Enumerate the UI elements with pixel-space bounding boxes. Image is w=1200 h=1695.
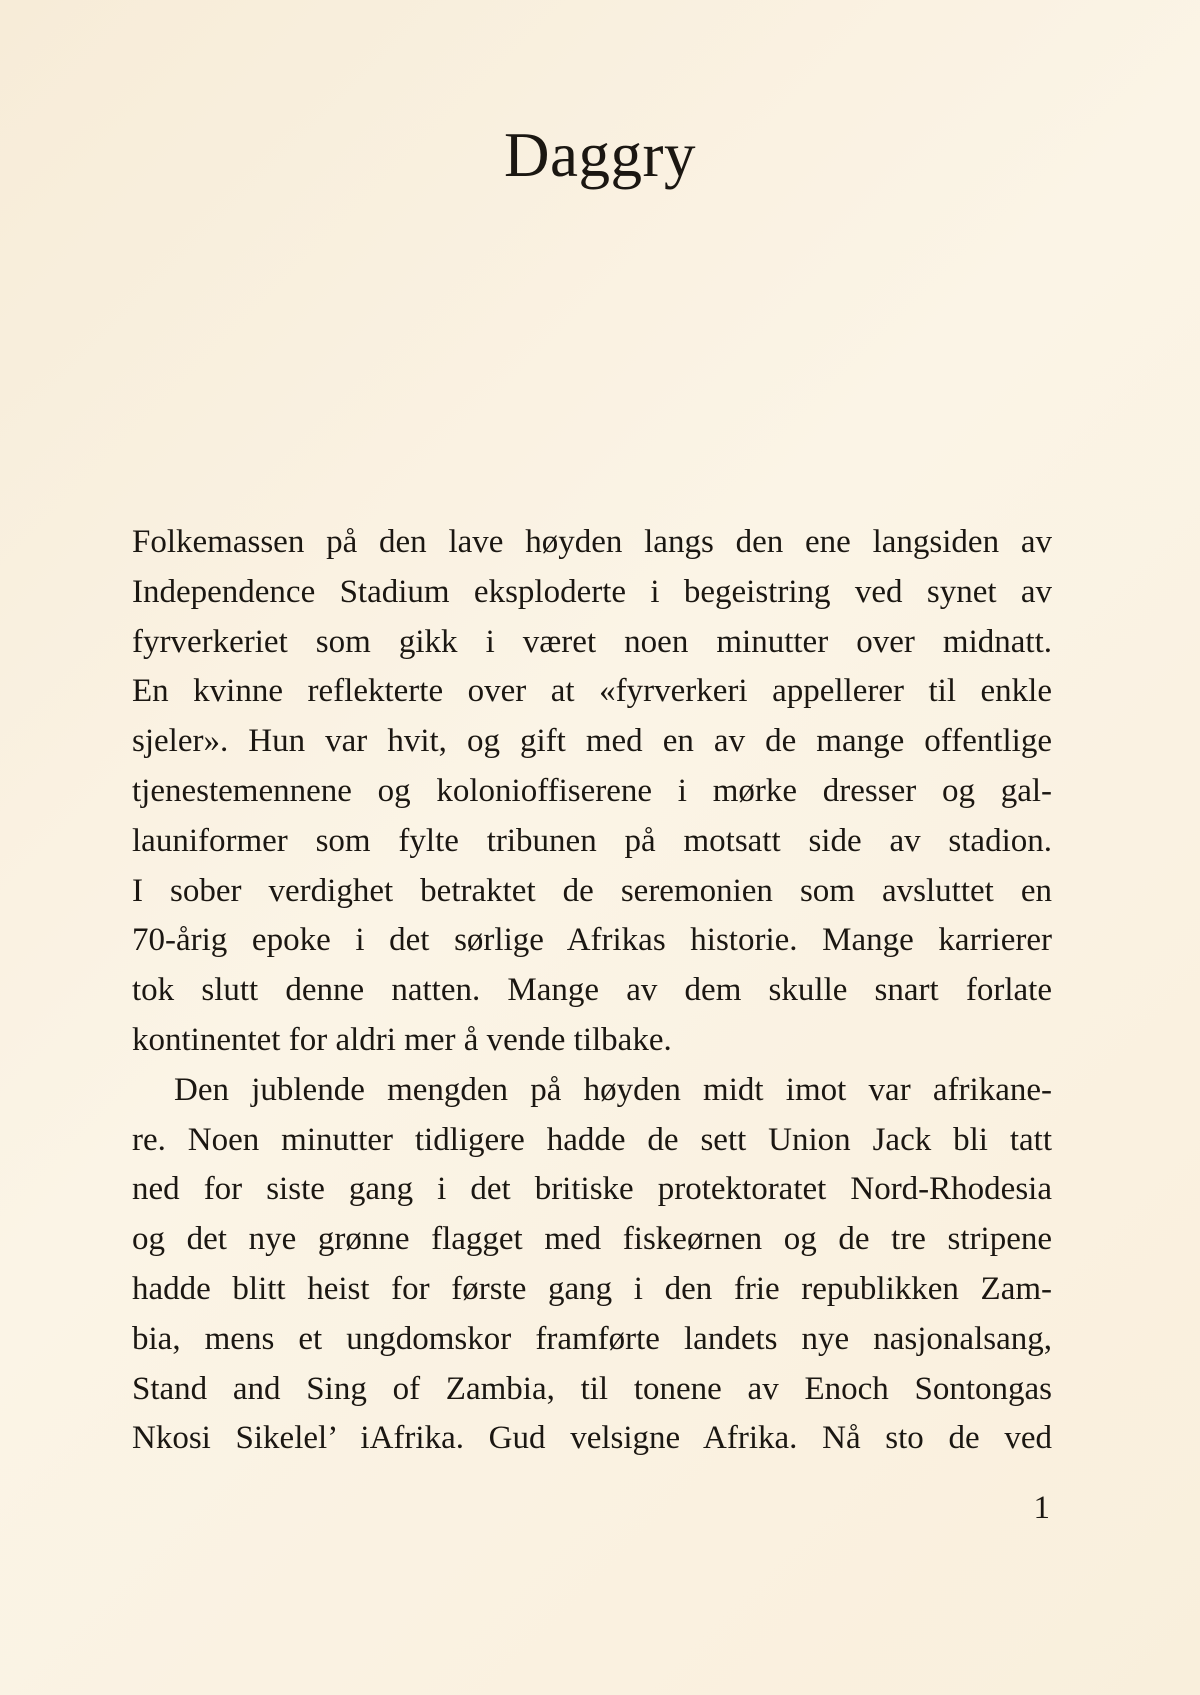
text-line: launiformer som fylte tribunen på motsatt side av stadion. (132, 822, 1052, 859)
paragraph-2 (132, 1066, 1052, 1464)
text-line: tok slutt denne natten. Mange av dem skulle snart forlate (132, 972, 1052, 1009)
paragraph-1 (132, 518, 1052, 1066)
text-line: Nkosi Sikelel’ iAfrika. Gud velsigne Afrika. Nå sto de ved (132, 1420, 1052, 1457)
text-line: Stand and Sing of Zambia, til tonene av Enoch Sontongas (132, 1370, 1052, 1407)
text-line: re. Noen minutter tidligere hadde de sett Union Jack bli tatt (132, 1121, 1052, 1158)
text-line: Folkemassen på den lave høyden langs den ene langsiden av (132, 524, 1052, 560)
text-line: og det nye grønne flagget med fiskeørnen og de tre stripene (132, 1221, 1052, 1258)
chapter-title: Daggry (504, 120, 696, 190)
text-line: kontinentet for aldri mer å vende tilbake. (132, 1021, 672, 1058)
text-line: sjeler». Hun var hvit, og gift med en av de mange offentlige (132, 723, 1052, 760)
text-line: 70-årig epoke i det sørlige Afrikas historie. Mange karrierer (132, 922, 1052, 959)
text-line: I sober verdighet betraktet de seremonien som avsluttet en (132, 872, 1052, 909)
text-line: hadde blitt heist for første gang i den frie republikken Zam- (132, 1270, 1052, 1307)
body-text (132, 518, 1052, 1464)
text-line: bia, mens et ungdomskor framførte landets nye nasjonalsang, (132, 1320, 1052, 1357)
text-line: fyrverkeriet som gikk i været noen minutter over midnatt. (132, 623, 1052, 660)
page-number: 1 (1033, 1490, 1050, 1526)
text-line: ned for siste gang i det britiske protektoratet Nord-Rhodesia (132, 1171, 1052, 1208)
text-line: Den jublende mengden på høyden midt imot var afrikane- (174, 1071, 1052, 1108)
text-line: tjenestemennene og kolonioffiserene i mørke dresser og gal- (132, 772, 1052, 809)
text-line: Independence Stadium eksploderte i begeistring ved synet av (132, 573, 1052, 610)
text-line: En kvinne reflekterte over at «fyrverkeri appellerer til enkle (132, 673, 1052, 710)
